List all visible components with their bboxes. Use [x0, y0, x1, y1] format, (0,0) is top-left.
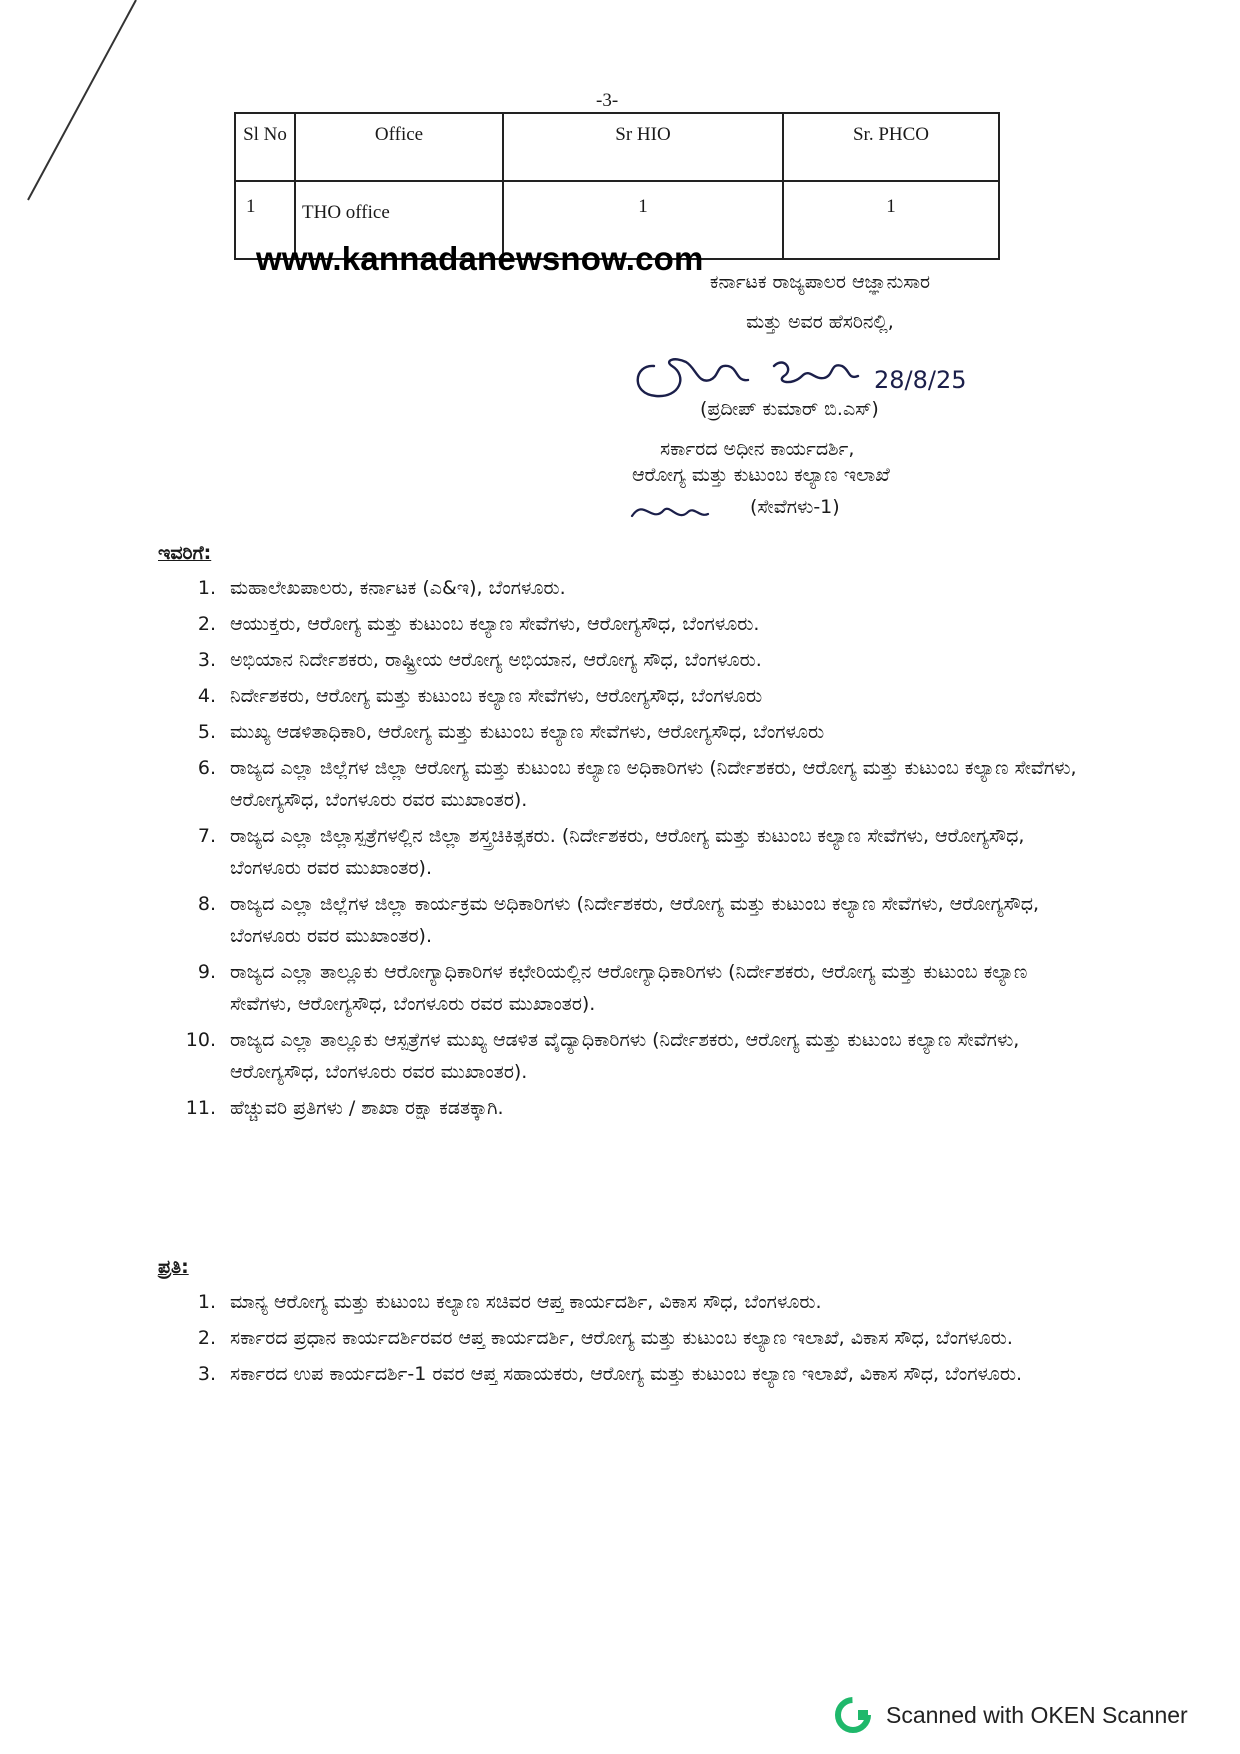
copy-heading: ಪ್ರತಿ:: [158, 1256, 189, 1278]
list-item: [160, 716, 1080, 748]
list-item-text: ರಾಜ್ಯದ ಎಲ್ಲಾ ತಾಲ್ಲೂಕು ಆರೋಗ್ಯಾಧಿಕಾರಿಗಳ ಕಛೇರಿಯಲ್ಲಿನ ಆರೋಗ್ಯಾಧಿಕಾರಿಗಳು (ನಿರ್ದೇಶಕರು, ಆರೋಗ್ಯ ಮತ್ತು ಕುಟುಂಬ ಕಲ್ಯಾಣ ಸೇವೆಗಳು, ಆರೋಗ್ಯಸೌಧ, ಬೆಂಗಳೂರು ರವರ ಮುಖಾಂತರ).: [230, 961, 1028, 1015]
signatory-designation: ಸರ್ಕಾರದ ಅಧೀನ ಕಾರ್ಯದರ್ಶಿ,: [660, 438, 855, 460]
list-item-text: ಮಹಾಲೇಖಪಾಲರು, ಕರ್ನಾಟಕ (ಎ&ಇ), ಬೆಂಗಳೂರು.: [230, 577, 566, 599]
header-office: Office: [295, 113, 503, 181]
cell-office: THO office: [295, 181, 503, 259]
staff-table: [234, 112, 1000, 260]
table-header-row: [235, 113, 999, 181]
signatory-name: (ಪ್ರದೀಪ್ ಕುಮಾರ್ ಬಿ.ಎಸ್): [700, 398, 879, 420]
list-item-text: ಆಯುಕ್ತರು, ಆರೋಗ್ಯ ಮತ್ತು ಕುಟುಂಬ ಕಲ್ಯಾಣ ಸೇವೆಗಳು, ಆರೋಗ್ಯಸೌಧ, ಬೆಂಗಳೂರು.: [230, 613, 760, 635]
list-item-text: ರಾಜ್ಯದ ಎಲ್ಲಾ ಜಿಲ್ಲೆಗಳ ಜಿಲ್ಲಾ ಆರೋಗ್ಯ ಮತ್ತು ಕುಟುಂಬ ಕಲ್ಯಾಣ ಅಧಿಕಾರಿಗಳು (ನಿರ್ದೇಶಕರು, ಆರೋಗ್ಯ ಮತ್ತು ಕುಟುಂಬ ಕಲ್ಯಾಣ ಸೇವೆಗಳು, ಆರೋಗ್ಯಸೌಧ, ಬೆಂಗಳೂರು ರವರ ಮುಖಾಂತರ).: [230, 757, 1077, 811]
list-item: [160, 1322, 1080, 1354]
list-item: [160, 956, 1080, 1020]
list-item: [160, 608, 1080, 640]
recipients-list: [160, 572, 1080, 1128]
list-item: [160, 1358, 1080, 1390]
scanner-logo-icon: [834, 1696, 872, 1734]
list-item-number: 3.: [197, 649, 216, 671]
list-item-number: 7.: [197, 825, 216, 847]
cell-sl: 1: [235, 181, 295, 259]
handwritten-initials: [626, 494, 716, 530]
list-item: [160, 888, 1080, 952]
authority-line-2: ಮತ್ತು ಅವರ ಹೆಸರಿನಲ್ಲಿ,: [746, 311, 894, 333]
list-item-text: ಸರ್ಕಾರದ ಪ್ರಧಾನ ಕಾರ್ಯದರ್ಶಿರವರ ಆಪ್ತ ಕಾರ್ಯದರ್ಶಿ, ಆರೋಗ್ಯ ಮತ್ತು ಕುಟುಂಬ ಕಲ್ಯಾಣ ಇಲಾಖೆ, ವಿಕಾಸ ಸೌಧ, ಬೆಂಗಳೂರು.: [230, 1327, 1013, 1349]
page-number: -3-: [596, 90, 619, 111]
list-item-number: 5.: [197, 721, 216, 743]
list-item-text: ಸರ್ಕಾರದ ಉಪ ಕಾರ್ಯದರ್ಶಿ-1 ರವರ ಆಪ್ತ ಸಹಾಯಕರು, ಆರೋಗ್ಯ ಮತ್ತು ಕುಟುಂಬ ಕಲ್ಯಾಣ ಇಲಾಖೆ, ವಿಕಾಸ ಸೌಧ, ಬೆಂಗಳೂರು.: [230, 1363, 1023, 1385]
list-item-number: 4.: [197, 685, 216, 707]
list-item-text: ಅಭಿಯಾನ ನಿರ್ದೇಶಕರು, ರಾಷ್ಟ್ರೀಯ ಆರೋಗ್ಯ ಅಭಿಯಾನ, ಆರೋಗ್ಯ ಸೌಧ, ಬೆಂಗಳೂರು.: [230, 649, 762, 671]
section-label: (ಸೇವೆಗಳು-1): [750, 496, 840, 518]
recipients-heading: ಇವರಿಗೆ:: [158, 542, 212, 564]
list-item-text: ನಿರ್ದೇಶಕರು, ಆರೋಗ್ಯ ಮತ್ತು ಕುಟುಂಬ ಕಲ್ಯಾಣ ಸೇವೆಗಳು, ಆರೋಗ್ಯಸೌಧ, ಬೆಂಗಳೂರು: [230, 685, 763, 707]
list-item: [160, 752, 1080, 816]
signature-date: 28/8/25: [874, 366, 967, 394]
header-sr-phco: Sr. PHCO: [783, 113, 999, 181]
list-item-number: 2.: [197, 613, 216, 635]
scanner-badge: [834, 1696, 1188, 1734]
list-item: [160, 1286, 1080, 1318]
list-item: [160, 820, 1080, 884]
list-item-text: ರಾಜ್ಯದ ಎಲ್ಲಾ ಜಿಲ್ಲಾಸ್ಪತ್ರೆಗಳಲ್ಲಿನ ಜಿಲ್ಲಾ ಶಸ್ತ್ರಚಿಕಿತ್ಸಕರು. (ನಿರ್ದೇಶಕರು, ಆರೋಗ್ಯ ಮತ್ತು ಕುಟುಂಬ ಕಲ್ಯಾಣ ಸೇವೆಗಳು, ಆರೋಗ್ಯಸೌಧ, ಬೆಂಗಳೂರು ರವರ ಮುಖಾಂತರ).: [230, 825, 1025, 879]
list-item: [160, 680, 1080, 712]
cell-sr-phco: 1: [783, 181, 999, 259]
scanner-badge-text: Scanned with OKEN Scanner: [886, 1701, 1188, 1728]
list-item-number: 1.: [197, 1291, 216, 1313]
list-item-text: ಮುಖ್ಯ ಆಡಳಿತಾಧಿಕಾರಿ, ಆರೋಗ್ಯ ಮತ್ತು ಕುಟುಂಬ ಕಲ್ಯಾಣ ಸೇವೆಗಳು, ಆರೋಗ್ಯಸೌಧ, ಬೆಂಗಳೂರು: [230, 721, 825, 743]
list-item-number: 11.: [185, 1097, 216, 1119]
scan-edge-line: [0, 0, 160, 220]
list-item: [160, 572, 1080, 604]
authority-line-1: ಕರ್ನಾಟಕ ರಾಜ್ಯಪಾಲರ ಆಜ್ಞಾನುಸಾರ: [709, 271, 931, 293]
authority-line: [560, 262, 1080, 342]
cell-sr-hio: 1: [503, 181, 783, 259]
list-item-number: 6.: [197, 757, 216, 779]
website-watermark: www.kannadanewsnow.com: [256, 240, 704, 277]
list-item-number: 10.: [185, 1029, 216, 1051]
list-item-text: ರಾಜ್ಯದ ಎಲ್ಲಾ ತಾಲ್ಲೂಕು ಆಸ್ಪತ್ರೆಗಳ ಮುಖ್ಯ ಆಡಳಿತ ವೈದ್ಯಾಧಿಕಾರಿಗಳು (ನಿರ್ದೇಶಕರು, ಆರೋಗ್ಯ ಮತ್ತು ಕುಟುಂಬ ಕಲ್ಯಾಣ ಸೇವೆಗಳು, ಆರೋಗ್ಯಸೌಧ, ಬೆಂಗಳೂರು ರವರ ಮುಖಾಂತರ).: [230, 1029, 1020, 1083]
list-item-text: ರಾಜ್ಯದ ಎಲ್ಲಾ ಜಿಲ್ಲೆಗಳ ಜಿಲ್ಲಾ ಕಾರ್ಯಕ್ರಮ ಅಧಿಕಾರಿಗಳು (ನಿರ್ದೇಶಕರು, ಆರೋಗ್ಯ ಮತ್ತು ಕುಟುಂಬ ಕಲ್ಯಾಣ ಸೇವೆಗಳು, ಆರೋಗ್ಯಸೌಧ, ಬೆಂಗಳೂರು ರವರ ಮುಖಾಂತರ).: [230, 893, 1040, 947]
list-item: [160, 1092, 1080, 1124]
signatory-department: ಆರೋಗ್ಯ ಮತ್ತು ಕುಟುಂಬ ಕಲ್ಯಾಣ ಇಲಾಖೆ: [632, 464, 890, 486]
list-item-number: 1.: [197, 577, 216, 599]
list-item: [160, 644, 1080, 676]
copy-list: [160, 1286, 1080, 1394]
list-item-number: 9.: [197, 961, 216, 983]
list-item-number: 8.: [197, 893, 216, 915]
list-item-text: ಮಾನ್ಯ ಆರೋಗ್ಯ ಮತ್ತು ಕುಟುಂಬ ಕಲ್ಯಾಣ ಸಚಿವರ ಆಪ್ತ ಕಾರ್ಯದರ್ಶಿ, ವಿಕಾಸ ಸೌಧ, ಬೆಂಗಳೂರು.: [230, 1291, 822, 1313]
list-item-number: 2.: [197, 1327, 216, 1349]
header-sl-no: Sl No: [235, 113, 295, 181]
handwritten-signature: [624, 336, 1044, 406]
list-item-number: 3.: [197, 1363, 216, 1385]
header-sr-hio: Sr HIO: [503, 113, 783, 181]
list-item-text: ಹೆಚ್ಚುವರಿ ಪ್ರತಿಗಳು / ಶಾಖಾ ರಕ್ಷಾ ಕಡತಕ್ಕಾಗಿ.: [230, 1097, 504, 1119]
list-item: [160, 1024, 1080, 1088]
